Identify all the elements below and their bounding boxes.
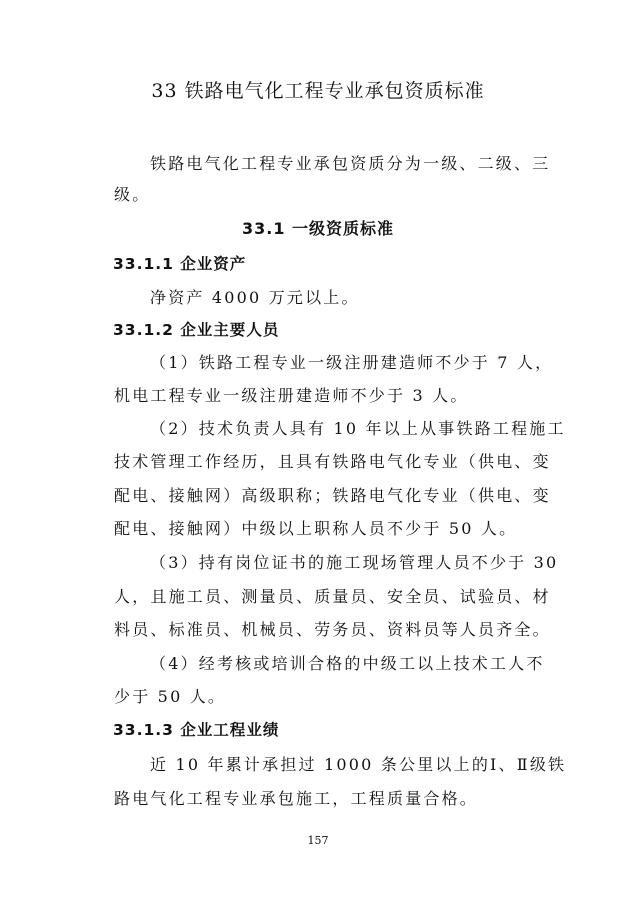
section-heading-33-1-3: 33.1.3 企业工程业绩: [113, 721, 280, 739]
personnel-item-3-line-3: 料员、标准员、机械员、劳务员、资料员等人员齐全。: [114, 620, 551, 639]
personnel-item-3-line-2: 人，且施工员、测量员、质量员、安全员、试验员、材: [114, 587, 551, 606]
personnel-item-3-line-1: （3）持有岗位证书的施工现场管理人员不少于 30: [150, 553, 559, 572]
section-heading-33-1: 33.1 一级资质标准: [241, 219, 395, 238]
personnel-item-2-line-4: 配电、接触网）中级以上职称人员不少于 50 人。: [114, 519, 518, 538]
personnel-item-2-line-2: 技术管理工作经历，且具有铁路电气化专业（供电、变: [114, 452, 551, 471]
intro-line-2: 级。: [114, 185, 151, 204]
personnel-item-1-line-2: 机电工程专业一级注册建造师不少于 3 人。: [114, 386, 469, 405]
assets-text: 净资产 4000 万元以上。: [150, 288, 360, 307]
page-title: 33 铁路电气化工程专业承包资质标准: [151, 80, 485, 102]
page-number: 157: [307, 834, 329, 847]
personnel-item-4-line-2: 少于 50 人。: [114, 687, 227, 706]
section-heading-33-1-1: 33.1.1 企业资产: [113, 255, 247, 273]
personnel-item-4-line-1: （4）经考核或培训合格的中级工以上技术工人不: [150, 654, 545, 673]
personnel-item-2-line-3: 配电、接触网）高级职称；铁路电气化专业（供电、变: [114, 486, 551, 505]
intro-line-1: 铁路电气化工程专业承包资质分为一级、二级、三: [150, 154, 551, 173]
performance-line-2: 路电气化工程专业承包施工，工程质量合格。: [114, 789, 479, 808]
personnel-item-1-line-1: （1）铁路工程专业一级注册建造师不少于 7 人，: [150, 353, 554, 372]
section-heading-33-1-2: 33.1.2 企业主要人员: [113, 321, 280, 339]
performance-line-1: 近 10 年累计承担过 1000 条公里以上的Ⅰ、Ⅱ级铁: [150, 755, 567, 774]
personnel-item-2-line-1: （2）技术负责人具有 10 年以上从事铁路工程施工: [150, 419, 566, 438]
